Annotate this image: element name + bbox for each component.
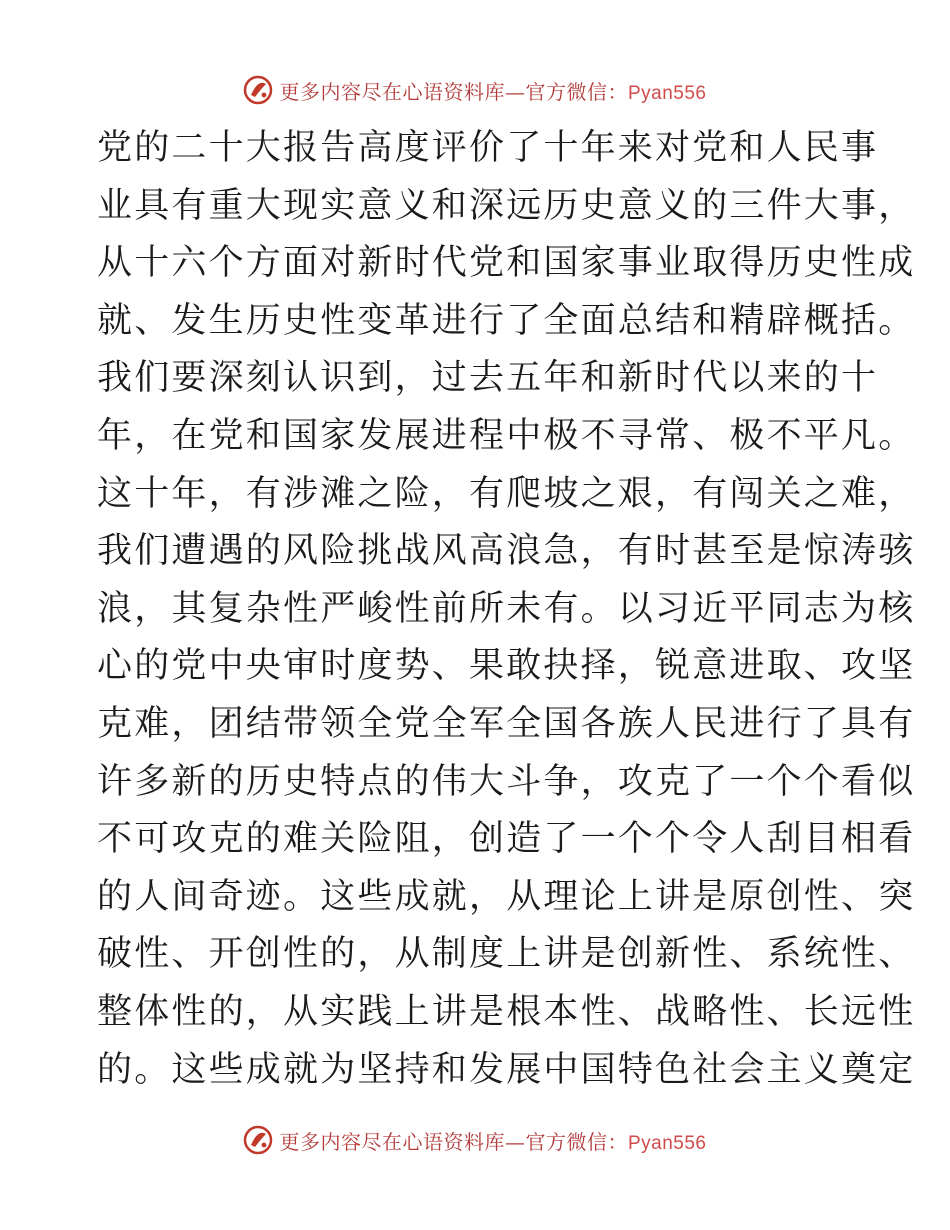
text-line: 不可攻克的难关险阻，创造了一个个令人刮目相看: [97, 819, 916, 860]
text-line: 这十年，有涉滩之险，有爬坡之艰，有闯关之难，: [97, 473, 916, 514]
text-line: 党的二十大报告高度评价了十年来对党和人民事: [97, 128, 879, 168]
banner-text: [279, 76, 706, 105]
text-line: 心的党中央审时度势、果敢抉择，锐意进取、攻坚: [97, 646, 916, 687]
text-line: 我们遭遇的风险挑战风高浪急，有时甚至是惊涛骇: [97, 531, 916, 572]
banner-wechat-label: 官方微信：: [525, 79, 628, 104]
text-line: 的人间奇迹。这些成就，从理论上讲是原创性、突: [97, 876, 916, 917]
banner-wechat-label: 官方微信：: [525, 1129, 628, 1154]
banner-wechat-id: Pyan556: [627, 1132, 707, 1154]
logo-icon: [243, 75, 273, 105]
footer-banner: [0, 1122, 950, 1158]
text-line: 浪，其复杂性严峻性前所未有。以习近平同志为核: [97, 588, 916, 629]
text-line: 年，在党和国家发展进程中极不寻常、极不平凡。: [97, 415, 916, 456]
text-line: 我们要深刻认识到，过去五年和新时代以来的十: [97, 358, 879, 399]
banner-source: 更多内容尽在心语资料库: [279, 79, 505, 104]
text-line: 就、发生历史性变革进行了全面总结和精辟概括。: [97, 300, 916, 341]
text-line: 整体性的，从实践上讲是根本性、战略性、长远性: [97, 991, 916, 1032]
banner-text: [279, 1126, 706, 1155]
banner-dash: —: [504, 79, 526, 104]
banner-source: 更多内容尽在心语资料库: [279, 1129, 505, 1154]
banner-dash: —: [504, 1129, 526, 1154]
text-line: 克难，团结带领全党全军全国各族人民进行了具有: [97, 703, 916, 744]
header-banner: [0, 72, 950, 108]
text-line: 从十六个方面对新时代党和国家事业取得历史性成: [97, 243, 916, 284]
text-line: 的。这些成就为坚持和发展中国特色社会主义奠定: [97, 1049, 916, 1090]
banner-wechat-id: Pyan556: [627, 82, 707, 104]
logo-icon: [243, 1125, 273, 1155]
text-line: 许多新的历史特点的伟大斗争，攻克了一个个看似: [97, 761, 916, 802]
text-line: 业具有重大现实意义和深远历史意义的三件大事，: [97, 185, 916, 226]
text-line: 破性、开创性的，从制度上讲是创新性、系统性、: [97, 934, 916, 975]
document-body: [97, 120, 916, 1099]
